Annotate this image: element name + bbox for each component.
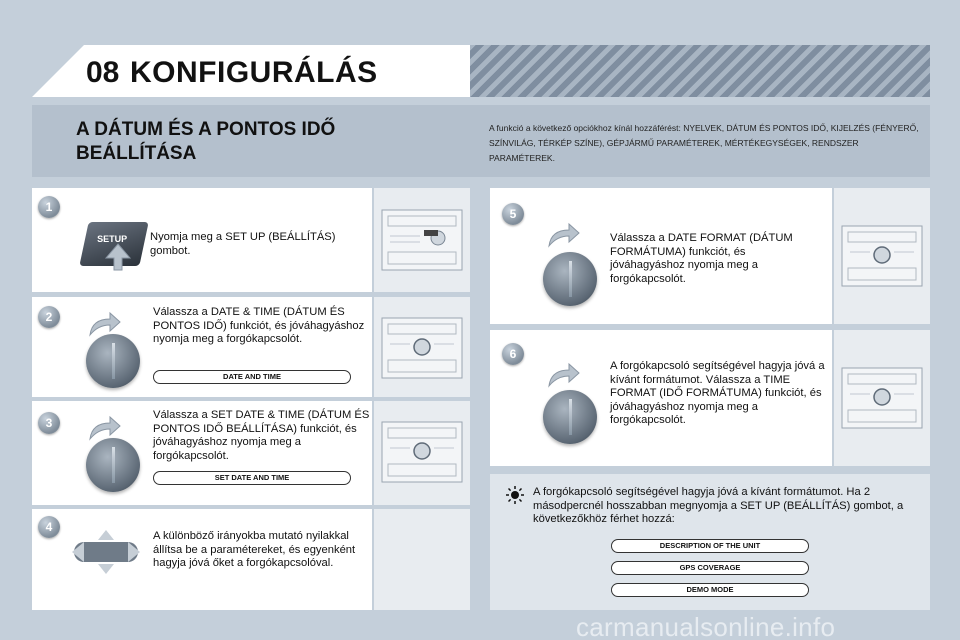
step-2-menu-label: DATE AND TIME — [153, 370, 351, 384]
header-hatch-pattern — [470, 45, 930, 97]
sun-icon — [506, 486, 524, 504]
header-corner-cut — [32, 45, 84, 97]
section-intro: A funkció a következő opciókhoz kínál hozzáférést: NYELVEK, DÁTUM ÉS PONTOS IDŐ, KIJELZÉS (FÉNYERŐ, SZÍNVILÁG, TÉRKÉP SZÍNE), GÉPJÁRMŰ PARAMÉTEREK, MÉRTÉKEGYSÉGEK, RENDSZER PARAMÉTEREK. — [489, 123, 919, 163]
radio-unit-icon — [380, 420, 464, 484]
setup-key-label: SETUP — [97, 234, 128, 244]
section-title: A DÁTUM ÉS A PONTOS IDŐ BEÁLLÍTÁSA — [76, 119, 336, 164]
step-4-badge: 4 — [38, 516, 60, 538]
chapter-number: 08 — [86, 56, 120, 89]
rotate-arrow-icon — [545, 362, 581, 388]
press-arrow-icon — [100, 242, 136, 272]
rotate-arrow-icon — [545, 222, 581, 248]
tip-text: A forgókapcsoló segítségével hagyja jóvá a kívánt formátumot. Ha 2 másodpercnél hosszabban megnyomja a SET UP (BEÁLLÍTÁS) gombot, a következőkhöz férhet hozzá: — [533, 486, 904, 525]
step-3-text: Válassza a SET DATE & TIME (DÁTUM ÉS PONTOS IDŐ BEÁLLÍTÁSA) funkciót, és jóváhagyáshoz nyomja meg a forgókapcsolót. — [153, 409, 370, 462]
step-2-badge: 2 — [38, 306, 60, 328]
step-3-menu-label: SET DATE AND TIME — [153, 471, 351, 485]
rotate-arrow-icon — [86, 311, 122, 337]
tip-menu-item: DEMO MODE — [611, 583, 809, 597]
step-3-badge: 3 — [38, 412, 60, 434]
rotary-knob-icon — [543, 390, 597, 444]
step-1-text: Nyomja meg a SET UP (BEÁLLÍTÁS) gombot. — [150, 231, 336, 257]
chapter-title: KONFIGURÁLÁS — [130, 56, 378, 89]
rotary-knob-icon — [86, 438, 140, 492]
step-5-text: Válassza a DATE FORMAT (DÁTUM FORMÁTUMA) funkciót, és jóváhagyáshoz nyomja meg a forgókapcsolót. — [610, 232, 793, 285]
rotate-arrow-icon — [86, 415, 122, 441]
step-1-badge: 1 — [38, 196, 60, 218]
rotary-knob-icon — [86, 334, 140, 388]
step-4-image — [374, 509, 470, 610]
step-4-text: A különböző irányokba mutató nyilakkal állítsa be a paramétereket, és egyenként hagyja jóvá őket a forgókapcsolóval. — [153, 530, 356, 569]
radio-unit-icon — [380, 316, 464, 380]
rotary-knob-icon — [543, 252, 597, 306]
step-2-text: Válassza a DATE & TIME (DÁTUM ÉS PONTOS IDŐ) funkciót, és jóváhagyáshoz nyomja meg a forgókapcsolót. — [153, 306, 365, 345]
tip-menu-item: DESCRIPTION OF THE UNIT — [611, 539, 809, 553]
tip-menu-item: GPS COVERAGE — [611, 561, 809, 575]
radio-unit-icon — [380, 208, 464, 272]
step-6-badge: 6 — [502, 343, 524, 365]
direction-arrows-icon — [70, 528, 142, 576]
watermark: carmanualsonline.info — [576, 612, 836, 640]
step-6-text: A forgókapcsoló segítségével hagyja jóvá a kívánt formátumot. Válassza a TIME FORMAT (IDŐ FORMÁTUMA) funkciót, és jóváhagyáshoz nyomja meg a forgókapcsolót. — [610, 360, 825, 426]
radio-unit-icon — [840, 366, 924, 430]
radio-unit-icon — [840, 224, 924, 288]
step-5-badge: 5 — [502, 203, 524, 225]
